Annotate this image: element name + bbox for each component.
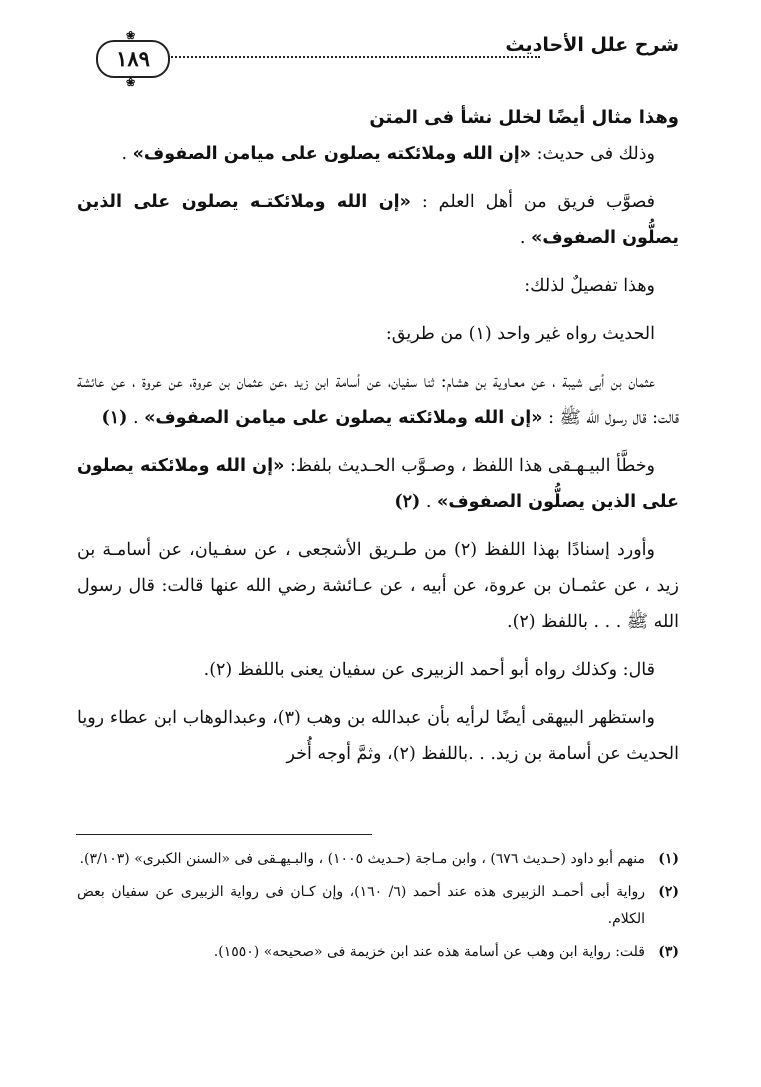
hadith-quote: «إن الله وملائكته يصلون على ميامن الصفوف» [132,144,532,164]
punctuation: . [132,408,145,428]
paragraph-7: وأورد إسنادًا بهذا اللفظ (٢) من طـريق الأشجعى ، عن سفـيان، عن أسامـة بن زيد ، عن عثمـان بن عروة، عن أبيه ، عن عـائشة رضي الله عنها قالت: قال رسول الله ﷺ . . . باللفظ (٢). [77,540,679,632]
footnote-number: (٢) [658,884,679,900]
paragraph-9: واستظهر البيهقى أيضًا لرأيه بأن عبدالله بن وهب (٣)، وعبدالوهاب ابن عطاء رويا الحديث عن أسامة بن زيد. . .باللفظ (٢)، وثمَّ أوجه أُخر [77,708,679,764]
header-rule [168,56,540,58]
running-title: شرح علل الأحاديث [505,34,679,56]
paragraph-3: وهذا تفصيلٌ لذلك: [524,276,655,296]
paragraph-1 [77,136,679,172]
footnote [77,846,679,873]
punctuation: . [121,144,133,164]
footnote-text: منهم أبو داود (حـديث ٦٧٦) ، وابن مـاجة (حـديث ١٠٠٥) ، والبـيهـقى فى «السنن الكبرى» (٣/١٠٣). [79,851,645,867]
paragraph-5 [77,364,679,436]
reference-marker: (١) [101,408,128,428]
section-heading: وهذا مثال أيضًا لخلل نشأ فى المتن [369,107,679,128]
punctuation: . [425,492,438,512]
paragraph-text: فصوَّب فريق من أهل العلم : [410,192,655,212]
footnote-text: قلت: رواية ابن وهب عن أسامة هذه عند ابن خزيمة فى «صحيحه» (١٥٥٠). [213,944,645,960]
footnote-number: (١) [658,851,679,867]
paragraph-text: وخطَّأ البيـهـقى هذا اللفظ ، وصـوَّب الحـديث بلفظ: [284,456,656,476]
main-text [77,100,679,772]
paragraph-text: وذلك فى حديث: [531,144,655,164]
paragraph-text: عثمان بن أبى شيبة ، عن معـاوية بن هشام: ثنا سفيان، عن أسامة ابن زيد ،عن عثمان بن عروة، عن عروة ، عن عائشة قالت: قال رسول الله ﷺ : [77,372,679,428]
footnotes [77,846,679,972]
hadith-quote: «إن الله وملائكته يصلون على الذين يصلُّون الصفوف» [77,456,679,512]
footnote-rule [76,834,372,835]
paragraph-6 [77,448,679,520]
footnote-text: رواية أبى أحمـد الزبيرى هذه عند أحمد (٦/ ١٦٠)، وإن كـان فى رواية الزبيرى عن سفيان بعض الكلام. [77,884,645,927]
paragraph-8: قال: وكذلك رواه أبو أحمد الزبيرى عن سفيان يعنى باللفظ (٢). [203,660,655,680]
footnote [77,879,679,933]
paragraph-2 [77,184,679,256]
footnote [77,939,679,966]
paragraph-4: الحديث رواه غير واحد (١) من طريق: [385,324,655,344]
hadith-quote: «إن الله وملائكتـه يصلون على الذين يصلُّون الصفوف» [77,192,679,248]
footnote-number: (٣) [658,944,679,960]
punctuation: . [519,228,532,248]
page-number: ❀ ١٨٩ ❀ [96,40,170,78]
hadith-quote: «إن الله وملائكته يصلون على ميامن الصفوف» [144,408,543,428]
reference-marker: (٢) [394,492,421,512]
